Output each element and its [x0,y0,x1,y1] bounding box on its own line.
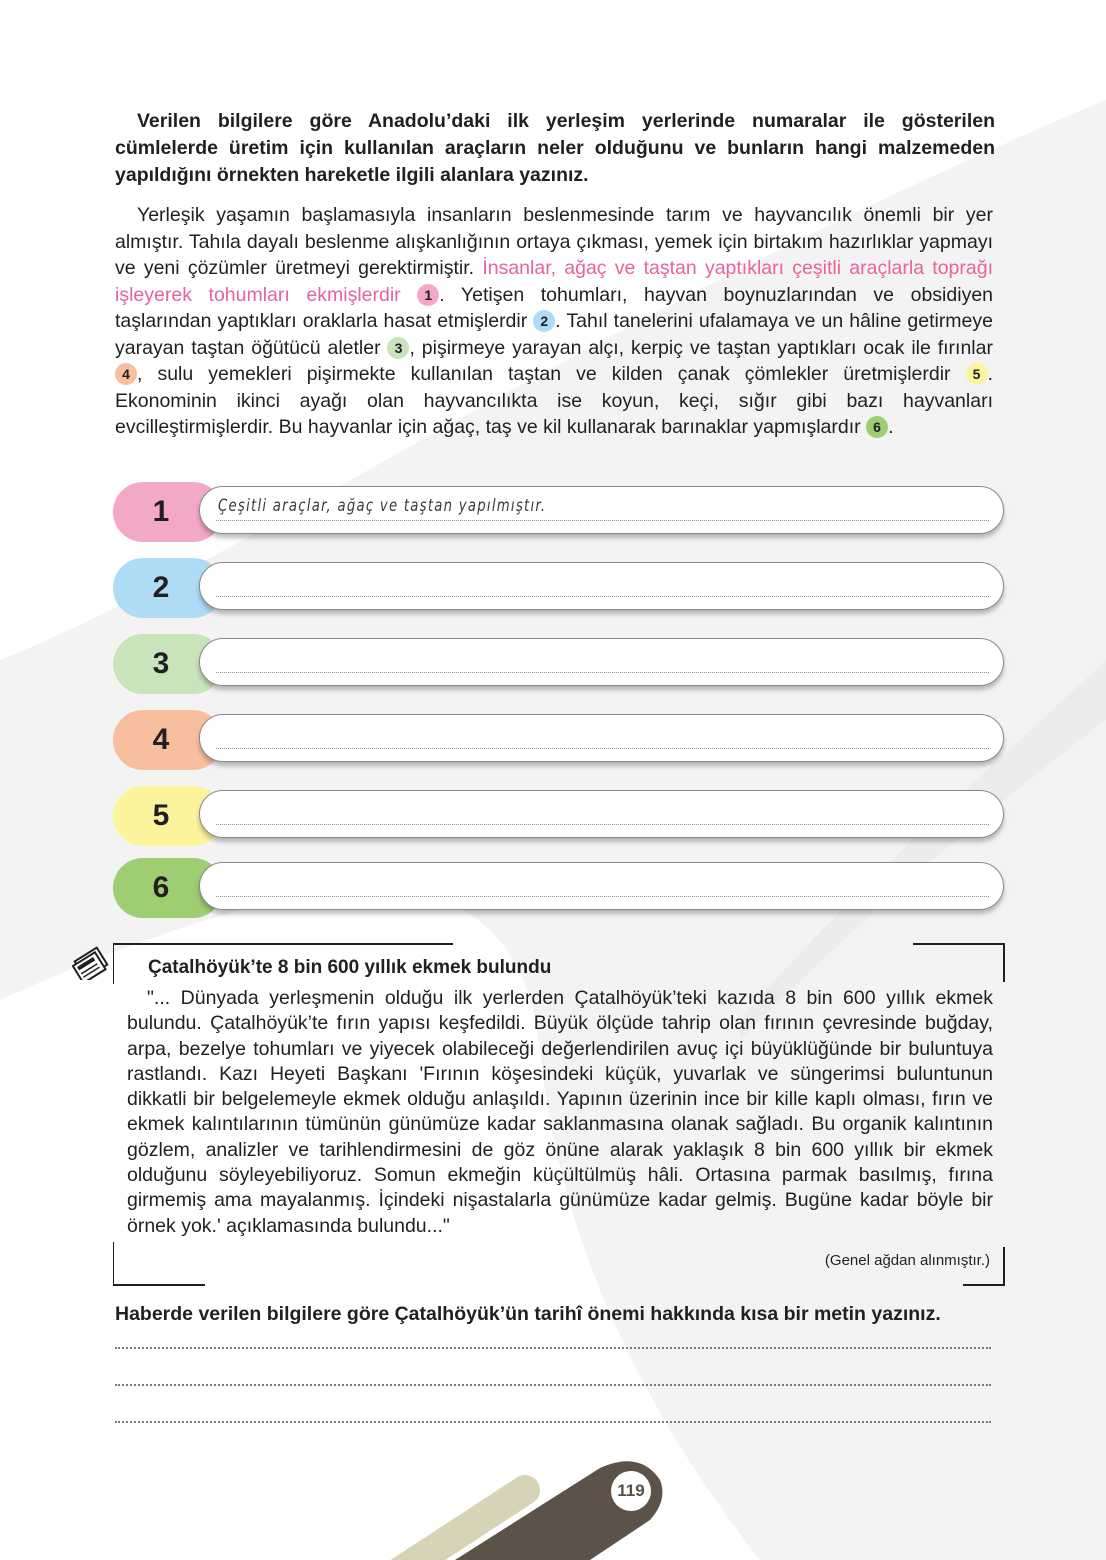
answer-field-6[interactable] [199,862,1004,910]
page-number: 119 [611,1471,651,1511]
answer-number-pill: 6 [113,858,223,918]
answer-field-2[interactable] [199,562,1004,610]
passage-sentence: . Tahıl tanelerini ufalamaya ve un hâline getirmeye yarayan taştan öğütücü aletler [115,310,993,359]
reference-badge-5: 5 [966,363,988,385]
answer-number-pill: 2 [113,558,223,618]
dotted-line [216,596,989,597]
answer-number-pill: 5 [113,786,223,846]
handwritten-example-answer: Çeşitli araçlar, ağaç ve taştan yapılmıştır. [218,496,547,516]
writing-line-1[interactable] [115,1347,991,1349]
dotted-line [216,520,989,521]
writing-line-2[interactable] [115,1384,991,1386]
answer-number-pill: 4 [113,710,223,770]
passage-paragraph [115,202,993,441]
answer-row-6 [113,858,1006,922]
answer-row-3 [113,634,1006,698]
answer-row-4 [113,710,1006,774]
passage-highlighted-sentence: İnsanlar, ağaç ve taştan yaptıkları çeşitli araçlarla toprağı işleyerek tohumları ekmişlerdir [115,257,993,306]
reference-badge-4: 4 [115,363,137,385]
passage-sentence: , pişirmeye yarayan alçı, kerpiç ve taştan yaptıkları ocak ile fırınlar [409,336,993,359]
instruction-text: Verilen bilgilere göre Anadolu’daki ilk yerleşim yerlerinde numaralar ile gösterilen cümlelerde üretim için kullanılan araçların neler olduğunu ve bunların hangi malzemeden yapıldığını örnekten hareketle ilgili alanlara yazınız. [115,110,995,186]
writing-question: Haberde verilen bilgilere göre Çatalhöyük’ün tarihî önemi hakkında kısa bir metin yazınız. [115,1303,941,1325]
passage-sentence: Yerleşik yaşamın başlamasıyla insanların beslenmesinde tarım ve hayvancılık önemli bir yer almıştır. Tahıla dayalı beslenme alışkanlığının ortaya çıkması, yemek için birtakım hazırlıklar yapmayı ve yeni çözümler üretmeyi gerektirmiştir. [115,204,993,279]
reference-badge-3: 3 [387,337,409,359]
answer-number-pill: 1 [113,482,223,542]
dotted-line [216,748,989,749]
passage-sentence: . Ekonominin ikinci ayağı olan hayvancılıkta ise koyun, keçi, sığır gibi bazı hayvanları evcilleştirmişlerdir. Bu hayvanlar için ağaç, taş ve kil kullanarak barınaklar yapmışlardır [115,363,993,438]
answer-number-pill: 3 [113,634,223,694]
answer-row-5 [113,786,1006,850]
answer-field-4[interactable] [199,714,1004,762]
answer-row-2 [113,558,1006,622]
passage-sentence: . [888,416,894,438]
dotted-line [216,824,989,825]
answer-field-5[interactable] [199,790,1004,838]
passage-sentence: , sulu yemekleri pişirmekte kullanılan taştan ve kilden çanak çömlekler üretmişlerdir [137,363,951,385]
news-body: "... Dünyada yerleşmenin olduğu ilk yerlerden Çatalhöyük’teki kazıda 8 bin 600 yıllık ekmek bulundu. Çatalhöyük’te fırın yapısı keşfedildi. Büyük ölçüde tahrip olan fırının çevresinde buğday, arpa, bezelye tohumları ve yiyecek olabileceği değerlendirilen avuç içi büyüklüğünde bir buluntuya rastlandı. Kazı Heyeti Başkanı 'Fırının köşesindeki küçük, yuvarlak ve süngerimsi buluntunun dikkatli bir belgelemeyle ekmek olduğu anlaşıldı. Yapının üzerinin ince bir kille kaplı olması, fırın ve ekmek kalıntılarının tümünün günümüze kadar saklanmasına olanak sağladı. Bu organik kalıntının gözlem, analizler ve tarihlendirmesini de göz önüne alarak yaklaşık 8 bin 600 yıllık bir ekmek olduğunu söyleyebiliyoruz. Somun ekmeğin küçültülmüş hâli. Ortasına parmak basılmış, fırına girmemiş ama mayalanmış. İçindeki nişastalarla günümüze kadar gelmiş. Bugüne kadar böyle bir örnek yok.' açıklamasında bulundu..." [127,987,993,1237]
news-source: (Genel ağdan alınmıştır.) [824,1252,990,1269]
reference-badge-1: 1 [417,284,439,306]
reference-badge-6: 6 [866,416,888,438]
dotted-line [216,896,989,897]
answer-field-3[interactable] [199,638,1004,686]
passage-sentence: . Yetişen tohumları, hayvan boynuzlarından ve obsidiyen taşlarından yaptıkları oraklarla hasat etmişlerdir [115,283,994,332]
dotted-line [216,672,989,673]
newspaper-icon [72,946,110,980]
reference-badge-2: 2 [533,310,555,332]
answer-row-1 [113,482,1006,546]
news-title: Çatalhöyük’te 8 bin 600 yıllık ekmek bulundu [148,957,552,978]
writing-line-3[interactable] [115,1421,991,1423]
answer-field-1[interactable] [199,486,1004,534]
